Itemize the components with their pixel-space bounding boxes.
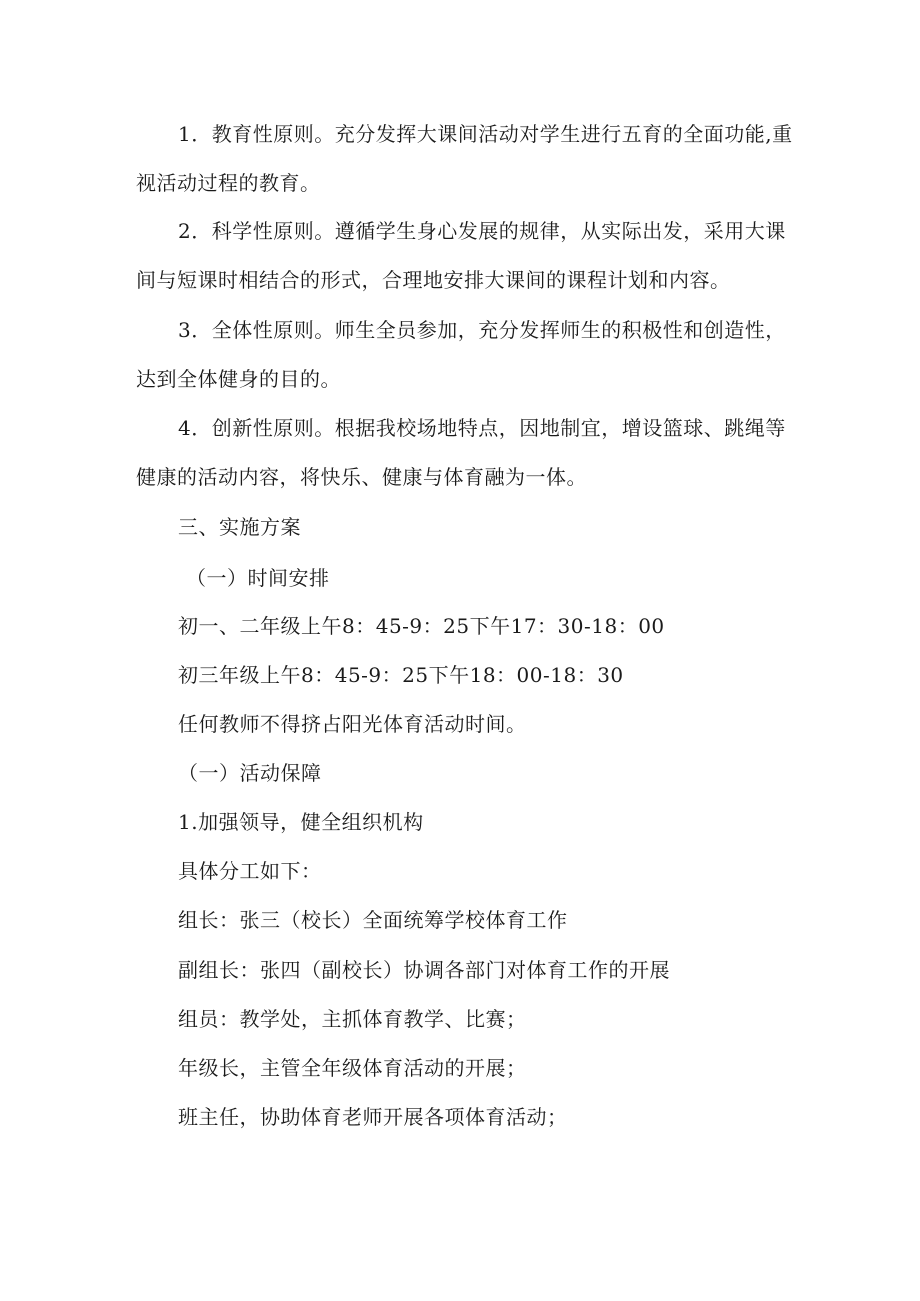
principle-2-line-1: 2．科学性原则。遵循学生身心发展的规律，从实际出发，采用大课 (178, 219, 786, 243)
role-class-teacher: 班主任，协助体育老师开展各项体育活动； (178, 1105, 568, 1129)
principle-4-line-1: 4．创新性原则。根据我校场地特点，因地制宜，增设篮球、跳绳等 (178, 416, 786, 440)
guarantee-item-1: 1.加强领导，健全组织机构 (178, 810, 424, 834)
role-deputy-leader: 副组长：张四（副校长）协调各部门对体育工作的开展 (178, 958, 670, 982)
role-grade-head: 年级长，主管全年级体育活动的开展； (178, 1056, 527, 1080)
time-note: 任何教师不得挤占阳光体育活动时间。 (178, 712, 527, 736)
division-intro: 具体分工如下： (178, 859, 322, 883)
principle-2-line-2: 间与短课时相结合的形式，合理地安排大课间的课程计划和内容。 (136, 268, 731, 292)
guarantee-heading: （一）活动保障 (178, 761, 322, 785)
section-heading: 三、实施方案 (178, 515, 301, 539)
principle-3-line-1: 3．全体性原则。师生全员参加，充分发挥师生的积极性和创造性， (178, 318, 786, 342)
role-leader: 组长：张三（校长）全面统筹学校体育工作 (178, 908, 568, 932)
role-members: 组员：教学处，主抓体育教学、比赛； (178, 1007, 527, 1031)
principle-3-line-2: 达到全体健身的目的。 (136, 367, 341, 391)
time-grade-3: 初三年级上午8：45-9：25下午18：00-18：30 (178, 663, 624, 687)
time-grade-1-2: 初一、二年级上午8：45-9：25下午17：30-18：00 (178, 614, 665, 638)
principle-4-line-2: 健康的活动内容，将快乐、健康与体育融为一体。 (136, 465, 587, 489)
principle-1-line-2: 视活动过程的教育。 (136, 171, 321, 195)
principle-1-line-1: 1．教育性原则。充分发挥大课间活动对学生进行五育的全面功能,重 (178, 122, 793, 146)
time-heading: （一）时间安排 (186, 566, 330, 590)
